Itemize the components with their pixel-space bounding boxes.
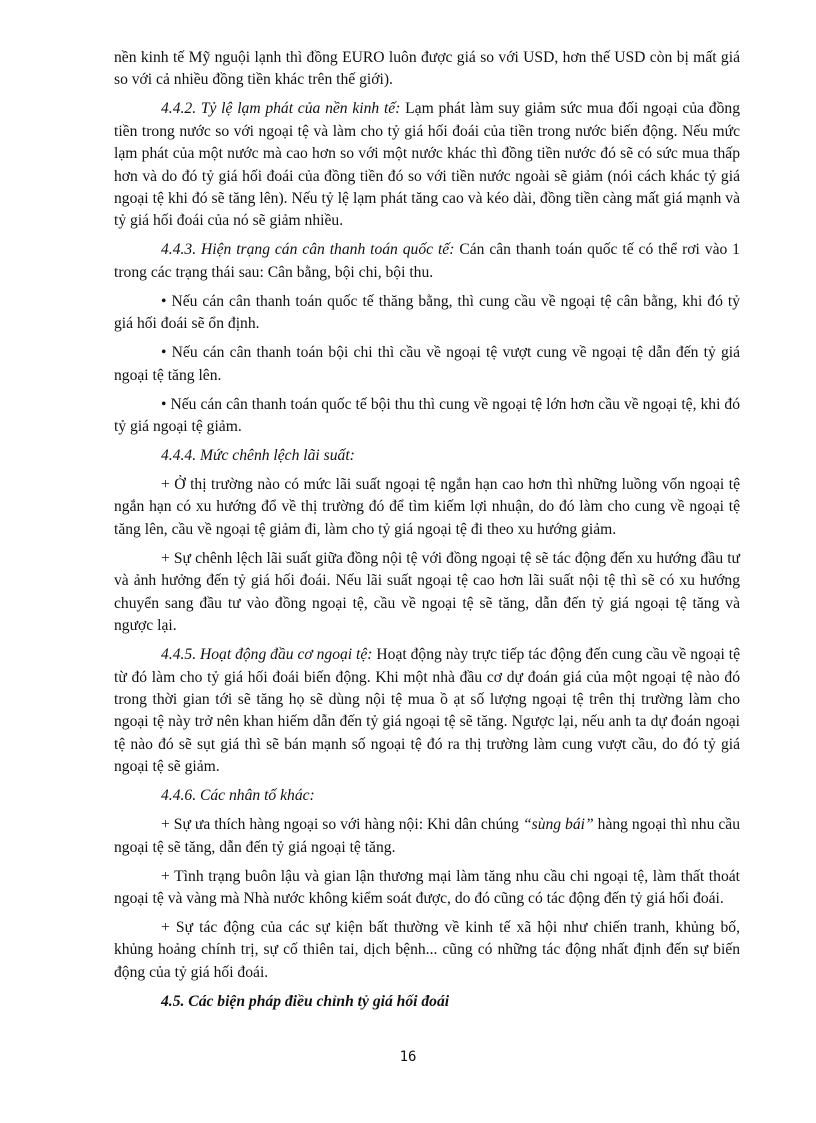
bullet-icon: •	[161, 344, 167, 362]
bullet-icon: •	[161, 292, 167, 310]
quoted-phrase: “sùng bái”	[522, 816, 594, 834]
paragraph-continuation: nền kinh tế Mỹ nguội lạnh thì đồng EURO luôn được giá so với USD, hơn thế USD còn bị mất giá so với cả nhiều đồng tiền khác trên thế giới).	[114, 49, 740, 89]
bullet-item	[114, 291, 740, 336]
list-item: + Sự tác động của các sự kiện bất thường về kinh tế xã hội như chiến tranh, khủng bố, khủng hoảng chính trị, sự cố thiên tai, dịch bệnh... cũng có những tác động nhất định đến sự biến động của tỷ giá hối đoái.	[114, 918, 740, 981]
list-item-text: + Sự ưa thích hàng ngoại so với hàng nội: Khi dân chúng	[161, 816, 523, 834]
list-item: + Ở thị trường nào có mức lãi suất ngoại tệ ngắn hạn cao hơn thì những luồng vốn ngoại tệ ngắn hạn có xu hướng đổ về thị trường đó để tìm kiếm lợi nhuận, do đó làm cho cung về ngoại tệ tăng lên, cầu về ngoại tệ giảm đi, làm cho tỷ giá ngoại tệ đi theo xu hướng giảm.	[114, 476, 740, 538]
section-4-4-3-title: 4.4.3. Hiện trạng cán cân thanh toán quốc tế:	[161, 241, 455, 259]
bullet-icon: •	[161, 395, 167, 413]
bullet-text: Nếu cán cân thanh toán bội chi thì cầu về ngoại tệ vượt cung về ngoại tệ dẫn đến tỷ giá ngoại tệ tăng lên.	[114, 344, 740, 384]
section-4-4-2-text: Lạm phát làm suy giảm sức mua đối ngoại của đồng tiền trong nước so với ngoại tệ và làm cho tỷ giá hối đoái của tiền trong nước biến động. Nếu mức lạm phát của một nước mà cao hơn so với một nước khác thì đồng tiền nước đó sẽ có sức mua thấp hơn và do đó tỷ giá hối đoái của đồng tiền đó so với tiền nước ngoài sẽ giảm (nói cách khác tỷ giá ngoại tệ khi đó sẽ tăng lên). Nếu tỷ lệ lạm phát tăng cao và kéo dài, đồng tiền càng mất giá mạnh và tỷ giá hối đoái của nó sẽ giảm nhiều.	[114, 100, 740, 230]
section-4-4-2-title: 4.4.2. Tỷ lệ lạm phát của nền kinh tế:	[161, 100, 401, 118]
list-item-text: hàng ngoại thì nhu cầu ngoại tệ sẽ tăng, dẫn đến tỷ giá ngoại tệ tăng.	[114, 816, 740, 856]
section-4-4-5-text: Hoạt động này trực tiếp tác động đến cung cầu về ngoại tệ từ đó làm cho tỷ giá hối đoái biến động. Khi một nhà đầu cơ dự đoán giá của một ngoại tệ nào đó trong thời gian tới sẽ tăng họ sẽ dùng nội tệ mua ồ ạt số lượng ngoại tệ trên thị trường làm cho ngoại tệ này trở nên khan hiếm dẫn đến tỷ giá ngoại tệ sẽ tăng. Ngược lại, nếu anh ta dự đoán ngoại tệ nào đó sẽ sụt giá thì sẽ bán mạnh số ngoại tệ đó ra thị trường làm cung vượt cầu, do đó tỷ giá ngoại tệ sẽ giảm.	[114, 646, 741, 776]
bullet-item	[114, 394, 740, 439]
bullet-text: Nếu cán cân thanh toán quốc tế bội thu thì cung về ngoại tệ lớn hơn cầu về ngoại tệ, khi đó tỷ giá ngoại tệ giảm.	[114, 395, 740, 436]
document-page	[114, 47, 740, 1020]
section-4-4-5	[114, 644, 740, 778]
list-item: + Sự chênh lệch lãi suất giữa đồng nội tệ với đồng ngoại tệ sẽ tác động đến xu hướng đầu tư và ảnh hưởng đến tỷ giá hối đoái. Nếu lãi suất ngoại tệ cao hơn lãi suất nội tệ thì sẽ có xu hướng chuyển sang đầu tư vào đồng ngoại tệ, cầu về ngoại tệ sẽ tăng, dẫn đến tỷ giá ngoại tệ tăng và ngược lại.	[114, 549, 740, 635]
section-4-4-5-title: 4.4.5. Hoạt động đầu cơ ngoại tệ:	[161, 646, 373, 664]
bullet-text: Nếu cán cân thanh toán quốc tế thăng bằng, thì cung cầu về ngoại tệ cân bằng, khi đó tỷ giá hối đoái sẽ ổn định.	[114, 292, 740, 333]
list-item: + Tình trạng buôn lậu và gian lận thương mại làm tăng nhu cầu chi ngoại tệ, làm thất thoát ngoại tệ và vàng mà Nhà nước không kiểm soát được, do đó cũng có tác động đến tỷ giá hối đoái.	[114, 867, 740, 907]
section-4-4-4-title: 4.4.4. Mức chênh lệch lãi suất:	[161, 447, 355, 465]
page-number: 16	[399, 1049, 417, 1065]
section-4-4-3-text: Cán cân thanh toán quốc tế có thể rơi vào 1 trong các trạng thái sau: Cân bằng, bội chi, bội thu.	[114, 241, 740, 281]
section-4-5-title: 4.5. Các biện pháp điều chỉnh tỷ giá hối đoái	[161, 992, 450, 1010]
section-4-4-2	[114, 98, 740, 232]
list-item	[114, 814, 740, 859]
bullet-item	[114, 342, 740, 387]
section-4-4-3	[114, 239, 740, 284]
section-4-4-6-title: 4.4.6. Các nhân tố khác:	[161, 787, 315, 805]
